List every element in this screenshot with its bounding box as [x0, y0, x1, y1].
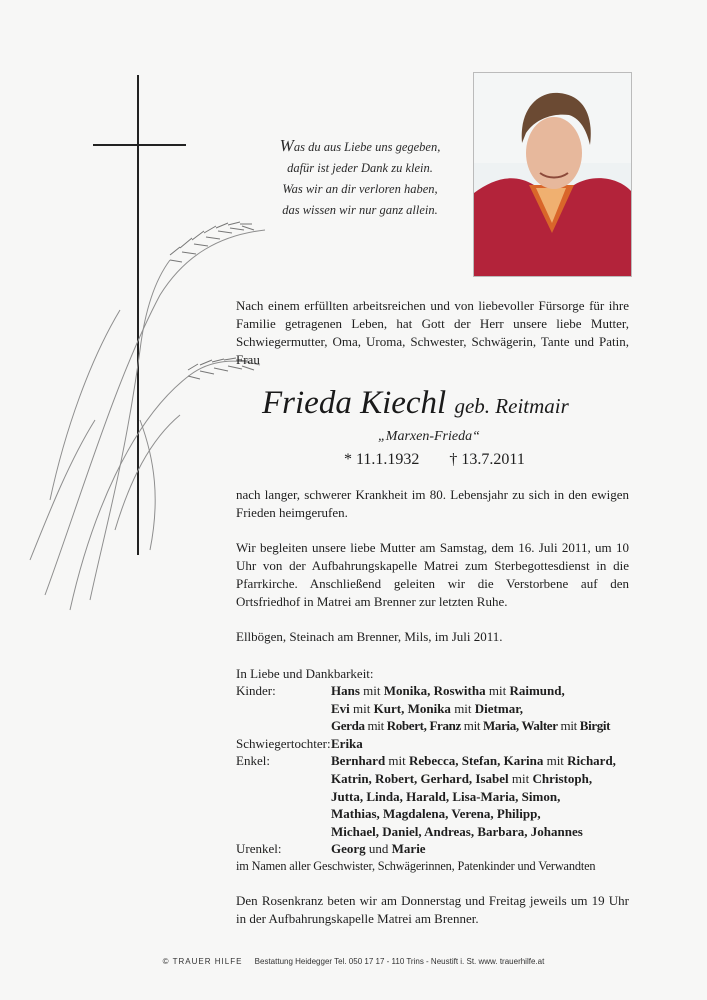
connector: mit: [508, 770, 533, 786]
name: Erika: [331, 735, 363, 751]
enkel-line: [331, 788, 616, 806]
name: Jutta, Linda, Harald, Lisa-Maria, Simon,: [331, 788, 561, 804]
family-names: [331, 840, 426, 858]
paragraph-funeral: Wir begleiten unsere liebe Mutter am Samstag, dem 16. Juli 2011, um 10 Uhr von der Aufbahrungskapelle Matrei zum Sterbegottesdienst in die Pfarrkirche. Anschließend geleiten wir die Verstorbene auf den Ortsfriedhof in Matrei am Brenner zur letzten Ruhe.: [236, 540, 629, 609]
name: Roswitha: [433, 683, 486, 698]
birth-date: * 11.1.1932: [344, 451, 420, 468]
nickname: „Marxen-Frieda“: [378, 429, 480, 444]
separator: ,: [519, 700, 524, 716]
kinder-line: [331, 717, 610, 735]
family-names: [331, 682, 610, 735]
deceased-full-name: Frieda Kiechl: [262, 385, 447, 421]
connector: mit: [359, 683, 384, 698]
connector: mit: [543, 753, 568, 769]
name: Robert: [386, 718, 424, 734]
family-names: [331, 752, 616, 840]
mourners-list: [236, 682, 656, 858]
name: Mathias, Magdalena, Verena, Philipp,: [331, 806, 541, 822]
family-label: Enkel:: [236, 753, 270, 769]
paragraph-place-date: Ellbögen, Steinach am Brenner, Mils, im Juli 2011.: [236, 629, 503, 644]
maiden-name: geb. Reitmair: [454, 394, 569, 418]
name: Christoph,: [532, 770, 593, 786]
name: Evi: [331, 700, 350, 716]
cross-horizontal-bar: [93, 144, 186, 146]
family-heading: In Liebe und Dankbarkeit:: [236, 666, 374, 681]
separator: ,: [561, 683, 565, 698]
name: Maria: [483, 718, 516, 734]
memorial-poem: [260, 135, 460, 221]
name: Franz: [429, 718, 461, 734]
name: Monika: [383, 683, 428, 698]
poem-line-1-rest: as du aus Liebe uns gegeben,: [293, 140, 441, 154]
family-names: [331, 735, 363, 753]
family-closing-line: im Namen aller Geschwister, Schwägerinnen, Patenkinder und Verwandten: [236, 859, 596, 873]
connector: mit: [364, 718, 387, 734]
kinder-line: [331, 682, 610, 700]
poem-line: [260, 135, 460, 158]
intro-paragraph: Nach einem erfüllten arbeitsreichen und von liebevoller Fürsorge für ihre Familie getragenen Leben, hat Gott der Herr unsere liebe Mutter, Schwiegermutter, Oma, Uroma, Schwester, Schwägerin, Tante und Patin, Frau: [236, 298, 629, 367]
family-label: Schwiegertochter:: [236, 735, 331, 751]
name: Michael, Daniel, Andreas, Barbara, Johannes: [331, 823, 583, 839]
name: Hans: [331, 683, 360, 698]
trauer-hilfe-logo: © TRAUER HILFE: [162, 957, 243, 966]
name: Georg: [331, 841, 366, 857]
footer-info: Bestattung Heidegger Tel. 050 17 17 - 110 Trins - Neustift i. St. www. trauerhilfe.at: [254, 957, 545, 966]
enkel-line: [331, 805, 616, 823]
name: Birgit: [579, 718, 611, 734]
family-label: Urenkel:: [236, 841, 282, 857]
family-row-kinder: [236, 682, 656, 735]
name: Rebecca, Stefan, Karina: [409, 753, 544, 769]
connector: mit: [450, 700, 475, 716]
portrait-photo: [473, 72, 632, 277]
name: Richard,: [567, 753, 616, 769]
name: Walter: [521, 718, 558, 734]
death-date: † 13.7.2011: [449, 451, 525, 468]
poem-line: dafür ist jeder Dank zu klein.: [287, 161, 433, 175]
name: Raimund: [509, 683, 562, 698]
enkel-line: [331, 752, 616, 770]
deceased-name: [262, 383, 569, 426]
name: Marie: [391, 841, 426, 857]
poem-line: das wissen wir nur ganz allein.: [282, 203, 438, 217]
name: Monika: [407, 700, 451, 716]
connector: mit: [460, 718, 483, 734]
connector: und: [365, 841, 392, 857]
life-dates: [344, 451, 525, 469]
kinder-line: [331, 700, 610, 718]
separator: ,: [423, 718, 430, 734]
separator: ,: [401, 700, 408, 716]
connector: mit: [385, 753, 410, 769]
separator: ,: [515, 718, 522, 734]
enkel-line: [331, 823, 616, 841]
family-row-enkel: [236, 752, 656, 840]
family-label: Kinder:: [236, 683, 276, 698]
connector: mit: [485, 683, 510, 698]
family-row-urenkel: [236, 840, 656, 858]
paragraph-passing: nach langer, schwerer Krankheit im 80. Lebensjahr zu sich in den ewigen Frieden heimgerufen.: [236, 487, 629, 520]
enkel-line: [331, 770, 616, 788]
connector: mit: [349, 700, 374, 716]
name: Kurt: [373, 700, 402, 716]
name: Gerda: [331, 718, 365, 734]
name: Dietmar: [474, 700, 520, 716]
separator: ,: [427, 683, 434, 698]
connector: mit: [557, 718, 580, 734]
poem-line: Was wir an dir verloren haben,: [282, 182, 438, 196]
poem-dropcap: W: [279, 136, 294, 155]
footer: [0, 957, 707, 966]
rosary-paragraph: Den Rosenkranz beten wir am Donnerstag und Freitag jeweils um 19 Uhr in der Aufbahrungskapelle Matrei am Brenner.: [236, 893, 629, 926]
family-row-schwiegertochter: [236, 735, 656, 753]
name: Bernhard: [331, 753, 386, 769]
name: Katrin, Robert, Gerhard, Isabel: [331, 770, 509, 786]
